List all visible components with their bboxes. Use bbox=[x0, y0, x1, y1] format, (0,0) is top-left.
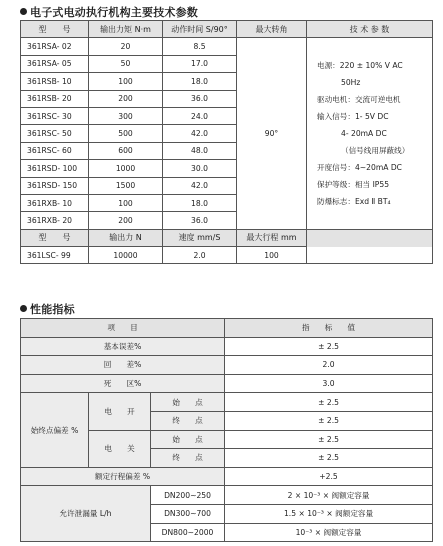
model-cell: 361RSD- 100 bbox=[21, 160, 89, 177]
header-torque: 输出力矩 N·m bbox=[89, 21, 163, 38]
torque-cell: 600 bbox=[89, 142, 163, 159]
model-cell: 361RXB- 10 bbox=[21, 194, 89, 211]
header-speed: 速度 mm/S bbox=[163, 229, 237, 246]
time-cell: 36.0 bbox=[163, 90, 237, 107]
header-time: 动作时间 S/90° bbox=[163, 21, 237, 38]
torque-cell: 100 bbox=[89, 194, 163, 211]
header-stroke: 最大行程 mm bbox=[237, 229, 307, 246]
max-angle-cell: 90° bbox=[237, 38, 307, 229]
leakage-size: DN300~700 bbox=[151, 504, 225, 523]
time-cell: 36.0 bbox=[163, 212, 237, 229]
start-point-label: 始 点 bbox=[151, 393, 225, 412]
torque-cell: 300 bbox=[89, 107, 163, 124]
empty-cell bbox=[307, 247, 433, 264]
empty-cell bbox=[307, 229, 433, 246]
spec-freq: 50Hz bbox=[341, 78, 361, 88]
basic-error-value: ± 2.5 bbox=[225, 337, 433, 356]
table-row bbox=[21, 486, 433, 505]
time-cell: 42.0 bbox=[163, 177, 237, 194]
torque-cell: 200 bbox=[89, 212, 163, 229]
dead-zone-value: 3.0 bbox=[225, 374, 433, 393]
spec-input-current: 4- 20mA DC bbox=[341, 129, 387, 139]
header-angle: 最大转角 bbox=[237, 21, 307, 38]
tech-spec-cell bbox=[307, 38, 433, 229]
torque-cell: 50 bbox=[89, 55, 163, 72]
model-cell: 361RSC- 30 bbox=[21, 107, 89, 124]
torque-cell: 100 bbox=[89, 73, 163, 90]
header-linear-model: 型 号 bbox=[21, 229, 89, 246]
spec-protection: 保护等级：相当 IP55 bbox=[317, 180, 390, 190]
perf-header-row bbox=[21, 319, 433, 338]
model-cell: 361LSC- 99 bbox=[21, 247, 89, 264]
spec-motor: 驱动电机：交流可逆电机 bbox=[317, 95, 401, 105]
deviation-value: ± 2.5 bbox=[225, 411, 433, 430]
spec-header-row bbox=[21, 21, 433, 38]
model-cell: 361RSA- 05 bbox=[21, 55, 89, 72]
spec-table bbox=[20, 20, 433, 264]
header-tech: 技 术 参 数 bbox=[307, 21, 433, 38]
header-value: 指 标 值 bbox=[225, 319, 433, 338]
spec-input: 输入信号：1- 5V DC bbox=[317, 112, 389, 122]
model-cell: 361RSC- 60 bbox=[21, 142, 89, 159]
end-point-label: 终 点 bbox=[151, 449, 225, 468]
model-cell: 361RSB- 20 bbox=[21, 90, 89, 107]
linear-header-row bbox=[21, 229, 433, 246]
section2-title: 性能指标 bbox=[20, 301, 75, 317]
table-row bbox=[21, 467, 433, 486]
spec-explosion: 防爆标志：Exd Ⅱ BT₄ bbox=[317, 197, 391, 207]
spec-position-signal: 开度信号：4~20mA DC bbox=[317, 163, 402, 173]
performance-table bbox=[20, 318, 433, 542]
leakage-value: 10⁻³ × 阀额定容量 bbox=[225, 523, 433, 542]
force-cell: 10000 bbox=[89, 247, 163, 264]
deviation-value: ± 2.5 bbox=[225, 449, 433, 468]
model-cell: 361RSC- 50 bbox=[21, 125, 89, 142]
table-row bbox=[21, 393, 433, 412]
model-cell: 361RSB- 10 bbox=[21, 73, 89, 90]
model-cell: 361RXB- 20 bbox=[21, 212, 89, 229]
motor-open-label: 电 开 bbox=[89, 393, 151, 430]
header-item: 项 目 bbox=[21, 319, 225, 338]
time-cell: 30.0 bbox=[163, 160, 237, 177]
start-point-label: 始 点 bbox=[151, 430, 225, 449]
leakage-value: 1.5 × 10⁻³ × 阀额定容量 bbox=[225, 504, 433, 523]
speed-cell: 2.0 bbox=[163, 247, 237, 264]
leakage-size: DN200~250 bbox=[151, 486, 225, 505]
torque-cell: 200 bbox=[89, 90, 163, 107]
torque-cell: 1000 bbox=[89, 160, 163, 177]
rated-stroke-label: 额定行程偏差 % bbox=[21, 467, 225, 486]
leakage-value: 2 × 10⁻³ × 阀额定容量 bbox=[225, 486, 433, 505]
spec-power: 电源：220 ± 10% V AC bbox=[317, 61, 403, 71]
time-cell: 18.0 bbox=[163, 194, 237, 211]
model-cell: 361RSD- 150 bbox=[21, 177, 89, 194]
leakage-label: 允许泄漏量 L/h bbox=[21, 486, 151, 542]
time-cell: 24.0 bbox=[163, 107, 237, 124]
model-cell: 361RSA- 02 bbox=[21, 38, 89, 55]
torque-cell: 1500 bbox=[89, 177, 163, 194]
end-point-label: 终 点 bbox=[151, 411, 225, 430]
return-diff-value: 2.0 bbox=[225, 356, 433, 375]
table-row bbox=[21, 374, 433, 393]
table-row bbox=[21, 38, 433, 55]
return-diff-label: 回 差% bbox=[21, 356, 225, 375]
table-row bbox=[21, 356, 433, 375]
stroke-cell: 100 bbox=[237, 247, 307, 264]
bullet-icon bbox=[20, 8, 27, 15]
spec-shield-note: （信号线用屏蔽线） bbox=[341, 146, 410, 156]
header-model: 型 号 bbox=[21, 21, 89, 38]
deviation-value: ± 2.5 bbox=[225, 393, 433, 412]
time-cell: 8.5 bbox=[163, 38, 237, 55]
time-cell: 48.0 bbox=[163, 142, 237, 159]
time-cell: 42.0 bbox=[163, 125, 237, 142]
rated-stroke-value: +2.5 bbox=[225, 467, 433, 486]
deviation-value: ± 2.5 bbox=[225, 430, 433, 449]
table-row bbox=[21, 247, 433, 264]
bullet-icon bbox=[20, 305, 27, 312]
torque-cell: 20 bbox=[89, 38, 163, 55]
endpoint-deviation-label: 始终点偏差 % bbox=[21, 393, 89, 467]
basic-error-label: 基本误差% bbox=[21, 337, 225, 356]
table-row bbox=[21, 337, 433, 356]
dead-zone-label: 死 区% bbox=[21, 374, 225, 393]
leakage-size: DN800~2000 bbox=[151, 523, 225, 542]
header-force: 输出力 N bbox=[89, 229, 163, 246]
torque-cell: 500 bbox=[89, 125, 163, 142]
time-cell: 18.0 bbox=[163, 73, 237, 90]
section1-title: 电子式电动执行机构主要技术参数 bbox=[20, 4, 198, 20]
time-cell: 17.0 bbox=[163, 55, 237, 72]
motor-close-label: 电 关 bbox=[89, 430, 151, 467]
